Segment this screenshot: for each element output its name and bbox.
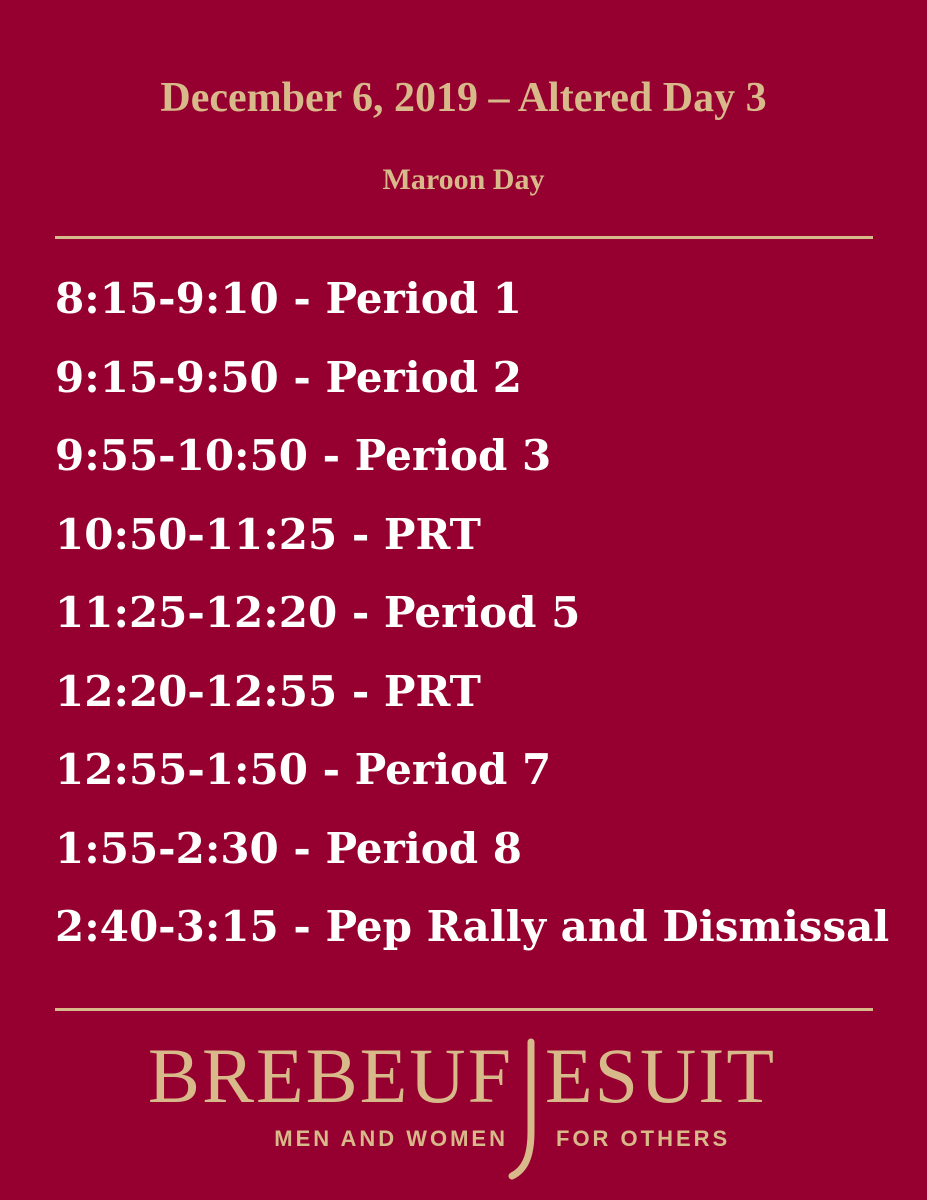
schedule-item-prt-2: 12:20-12:55 - PRT <box>55 666 481 716</box>
top-divider <box>55 236 873 239</box>
logo-tagline-left: MEN AND WOMEN <box>274 1126 508 1151</box>
page-title: December 6, 2019 – Altered Day 3 <box>160 75 767 121</box>
day-color-subtitle: Maroon Day <box>382 163 545 196</box>
logo-j-descender-icon <box>512 1042 531 1176</box>
logo-tagline-right: FOR OTHERS <box>556 1126 731 1151</box>
schedule-list <box>55 270 889 977</box>
logo-wordmark-right: ESUIT <box>545 1032 776 1119</box>
bottom-divider <box>55 1008 873 1011</box>
brebeuf-jesuit-logo <box>0 1020 927 1185</box>
schedule-item-period-2: 9:15-9:50 - Period 2 <box>55 352 522 402</box>
schedule-item-period-3: 9:55-10:50 - Period 3 <box>55 431 552 480</box>
schedule-item-period-8: 1:55-2:30 - Period 8 <box>55 823 522 873</box>
logo-wordmark-left: BREBEUF <box>147 1032 513 1119</box>
schedule-item-period-1: 8:15-9:10 - Period 1 <box>55 274 522 323</box>
schedule-item-pep-rally: 2:40-3:15 - Pep Rally and Dismissal <box>55 902 890 951</box>
schedule-item-prt-1: 10:50-11:25 - PRT <box>55 509 481 559</box>
schedule-item-period-7: 12:55-1:50 - Period 7 <box>55 745 552 794</box>
schedule-item-period-5: 11:25-12:20 - Period 5 <box>55 588 581 637</box>
